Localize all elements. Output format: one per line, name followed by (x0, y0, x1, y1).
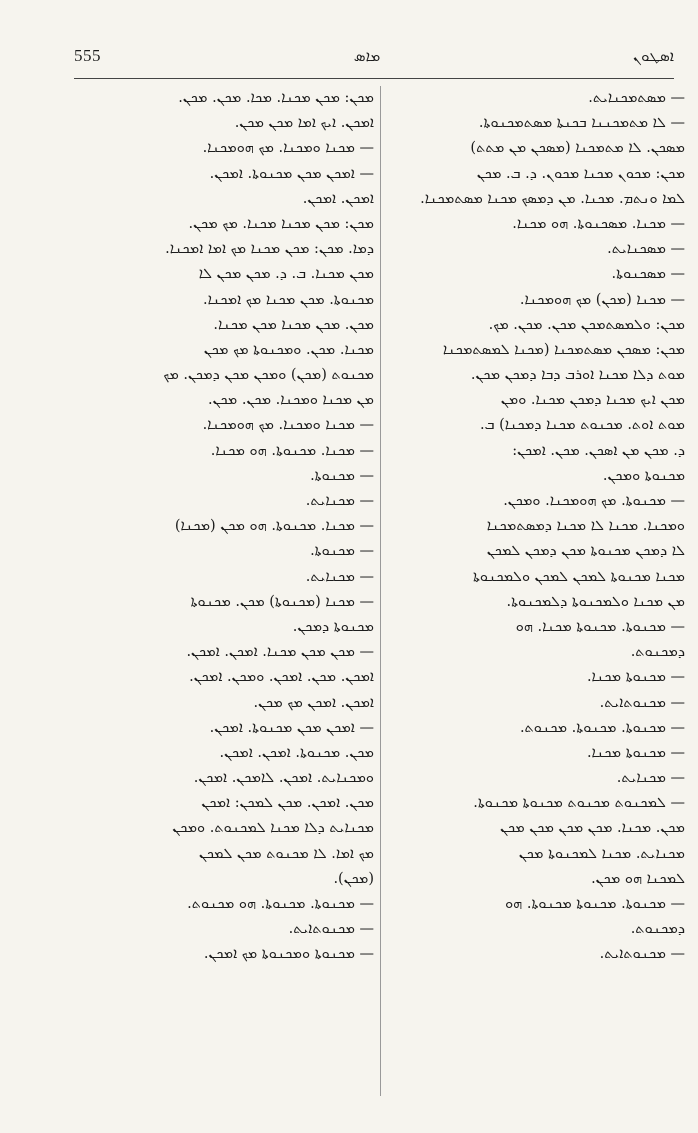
entry-line: ܡܘܬ ܕܠܐ ܡܟܢܐ ܐܘܪܒ ܕܒܐ ܕܡܟܢ ܡܟܢ. (470, 367, 685, 384)
entry-line: — ܡܟܢܐ. ܡܟܢܘܬܐ. ܗܘ ܡܟܢ (ܡܟܢܐ) (174, 518, 374, 535)
header-rule (74, 78, 674, 79)
entry-line: ܡܟܢ ܐܝܟ ܡܟܢܐ ܕܡܟܢ ܡܟܢܐ. ܘܡܢ (500, 392, 685, 409)
entry-line: ܡܟܢܐ. ܡܟܢ. ܘܡܟܢܘܬܐ ܡܟ ܡܟܢ (203, 341, 374, 358)
entry-line: — ܡܣܬܡܟܢܐܝܬ. (588, 90, 685, 106)
entry-line: — ܡܟܢܐ (ܡܟܢ) ܡܟ ܗܘܡܟܢܐ. (519, 291, 685, 308)
entry-line: ܡܢ ܡܟܢܐ ܘܠܡܟܢܘܬܐ ܕܠܡܟܢܘܬܐ. (506, 593, 685, 610)
entry-line: ܘܡܟܢܐ. ܡܟܢܐ ܠܐ ܡܟܢܐ ܕܡܣܬܡܟܢܐ (486, 518, 685, 535)
entry-line: ܕܡܟܢܘܬ. (630, 644, 685, 661)
entry-line: (ܡܟܢ). (333, 870, 374, 887)
entry-line: ܡܟܢ. ܐܡܟܢ. ܡܟܢ ܠܡܟܢ: ܐܡܟܢ (201, 795, 374, 812)
entry-line: — ܡܟܢܐ ܘܡܟܢܐ. ܡܟ ܗܘܡܟܢܐ. (202, 417, 374, 434)
entry-line: — ܡܟܢܘܬܐ. ܡܟܢܘܬܐ. ܡܟܢܘܬ. (519, 719, 685, 736)
entry-line: ܠܡܟܢܐ ܗܘ ܡܟܢ. (591, 870, 685, 887)
running-head-center: ܡܐܣ (353, 47, 381, 65)
entry-line: — ܡܟܢܘܬܐܝܬ. (288, 921, 374, 938)
entry-line: ܡܟܢ. ܡܟܢ ܡܟܢܐ ܡܟܢ ܡܟܢܐ. (213, 316, 374, 333)
entry-line: ܡܟܢ: ܡܟܢ ܡܟܢܐ. ܡܟܐ. ܡܟܢ. ܡܟܢ. (178, 90, 374, 106)
column-divider (380, 86, 381, 1096)
entry-line: ܡܟܢܘܬܐ ܕܡܟܢ. (292, 618, 374, 635)
entry-line: — ܠܡܟܢܘܬ ܡܟܢܘܬ ܡܟܢܘܬܐ ܡܟܢܘܬܐ. (473, 795, 685, 812)
entry-line: — ܡܟܢܘܬܐ ܘܡܟܢܘܬܐ ܡܟ ܐܡܟܢ. (203, 946, 374, 963)
entry-line: ܡܘܬ ܐܘܬ. ܡܟܢܘܬ ܡܟܢܐ ܕܡܟܢܐ) ܒ. (479, 417, 685, 434)
entry-line: ܡܟܢ. ܡܟܢܘܬܐ. ܐܡܟܢ. ܐܡܟܢ. (219, 744, 374, 761)
page-header (74, 44, 674, 68)
left-column (74, 86, 374, 968)
entry-line: — ܡܟܢܐܝܬ. (305, 568, 374, 585)
entry-line: — ܡܟܢܐܝܬ. (305, 493, 374, 509)
entry-line: — ܐܡܟܢ ܡܟܢ ܡܟܢܘܬܐ. ܐܡܟܢ. (209, 719, 374, 736)
entry-line: — ܡܟܢܘܬܐܝܬ. (599, 694, 685, 711)
entry-line: — ܡܣܟܢܘܬܐ. (611, 266, 685, 283)
running-head-left: ܐܣܛܘܢ (632, 47, 674, 65)
entry-line: — ܡܟܢܘܬܐ. ܡܟܢܘܬܐ ܡܟܢܐ. ܗܘ (515, 618, 685, 635)
entry-line: ܡܟܢ: ܡܟܘܢ ܡܟܢܐ ܡܟܘܢ. ܕ. ܒ. ܡܟܢ (476, 165, 685, 182)
entry-line: ܐܡܟܢ. ܐܡܟܢ. (302, 190, 374, 207)
entry-line: ܐܡܟܢ. ܐܝܟ ܐܡܐ ܡܟܢ ܡܟܢ. (234, 115, 374, 132)
entry-line: — ܡܟܢܐ ܘܡܟܢܐ. ܡܟ ܗܘܡܟܢܐ. (202, 140, 374, 157)
entry-line: ܡܟܢ: ܡܟܢ ܡܟܢܐ ܡܟܢܐ. ܡܟ ܡܟܢ. (188, 215, 374, 232)
entry-line: ܕ. ܡܟܢ ܡܢ ܐܣܟܢ. ܡܟܢ. ܐܡܟܢ: (512, 442, 685, 459)
entry-line: ܡܟܢ: ܘܠܡܣܬܡܟܢ ܡܟܢ. ܡܟܢ. ܡܟ. (488, 316, 685, 333)
entry-line: ܐܡܟܢ. ܡܟܢ. ܐܡܟܢ. ܘܡܟܢ. ܐܡܟܢ. (189, 669, 374, 686)
entry-line: — ܡܟܢܐܝܬ. (616, 770, 685, 787)
entry-line: ܡܢ ܡܟܢܐ ܘܡܟܢܐ. ܡܟܢ. ܡܟܢ. (208, 392, 374, 409)
entry-line: — ܡܟܢܘܬܐ. ܡܟܢܘܬܐ. ܗܘ ܡܟܢܘܬ. (187, 896, 374, 912)
entry-line: ܡܟܢ ܡܟܢܐ. ܒ. ܕ. ܡܟܢ ܡܟܢ ܠܐ (198, 266, 374, 283)
entry-line: — ܡܣܟܢܐܝܬ. (607, 241, 685, 258)
entry-line: — ܡܟܢ ܡܟܢ ܡܟܢܐ. ܐܡܟܢ. ܐܡܟܢ. (186, 644, 374, 661)
entry-line: ܘܡܟܢܐܝܬ. ܐܡܟܢ. ܠܐܡܟܢ. ܐܡܟܢ. (193, 770, 374, 787)
entry-line: — ܡܟܢܘܬܐ. ܡܟܢܘܬܐ ܡܟܢܘܬܐ. ܗܘ (505, 896, 685, 912)
entry-line: — ܡܟܢܘܬܐ. ܡܟ ܗܘܡܟܢܐ. ܘܡܟܢ. (503, 493, 685, 509)
entry-line: ܡܟܢܐ ܡܟܢܘܬܐ ܠܡܟܢ ܠܡܟܢ ܘܠܡܟܢܘܬܐ (472, 568, 685, 585)
entry-line: ܡܟܢܐܝܬ. ܡܟܢܐ ܠܡܟܢܘܬܐ ܡܟܢ (518, 845, 685, 862)
entry-line: ܠܡܐ ܘܢܬܡ. ܡܟܢܐ. ܡܢ ܕܡܣܟ ܡܟܢܐ ܡܣܬܡܟܢܐ. (420, 190, 685, 207)
entry-line: ܡܟܢ: ܡܣܟܢ ܡܣܬܡܟܢܐ (ܡܟܢܐ ܠܡܣܬܡܟܢܐ (442, 341, 685, 358)
page-number: 555 (74, 46, 101, 65)
entry-line: — ܡܟܢܘܬܐ ܡܟܢܐ. (586, 744, 685, 761)
entry-line: ܕܡܟܢܘܬ. (630, 921, 685, 938)
entry-line: — ܡܟܢܐ. ܡܟܢܘܬܐ. ܗܘ ܡܟܢܐ. (210, 442, 374, 459)
entry-line: ܡܟ ܐܡܐ. ܠܐ ܡܟܢܘܬ ܡܟܢ ܠܡܟܢ (198, 845, 374, 862)
entry-line: — ܡܟܢܘܬܐ. (310, 467, 374, 484)
entry-line: ܐܡܟܢ. ܐܡܟܢ ܡܟ ܡܟܢ. (253, 694, 374, 711)
entry-line: ܡܟܢ. ܡܟܢܐ. ܡܟܢ ܡܟܢ ܡܟܢ ܡܟܢ (500, 820, 685, 837)
entry-line: ܡܣܟܢ. ܠܐ ܡܬܡܟܢܐ (ܡܣܟܢ ܡܢ ܡܬܬ) (470, 140, 685, 157)
entry-line: ܡܟܢܐܝܬ ܕܠܐ ܡܟܢܐ ܠܡܟܢܘܬ. ܘܡܟܢ (172, 820, 374, 837)
right-column (385, 86, 685, 968)
entry-line: — ܡܟܢܐ. ܡܣܟܢܘܬܐ. ܗܘ ܡܟܢܐ. (512, 215, 685, 232)
entry-line: ܠܐ ܕܡܟܢ ܡܟܢܘܬܐ ܡܟܢ ܕܡܟܢ ܠܡܟܢ (486, 543, 685, 560)
entry-line: ܡܟܢܘܬܐ. ܡܟܢ ܡܟܢܐ ܡܟ ܐܡܟܢܐ. (202, 291, 374, 308)
entry-line: — ܠܐ ܡܬܡܟܢܢܐ ܒܟܢܬܐ ܡܣܬܡܟܢܘܬܐ. (478, 115, 685, 132)
entry-line: ܡܟܢܘܬ (ܡܟܢ) ܘܡܟܢ ܡܟܢ ܕܡܟܢ. ܡܟ (163, 367, 374, 384)
entry-line: — ܡܟܢܐ (ܡܟܢܘܬܐ) ܡܟܢ. ܡܟܢܘܬܐ (190, 593, 374, 610)
entry-line: — ܐܡܟܢ ܡܟܢ ܡܟܢܘܬܐ. ܐܡܟܢ. (209, 165, 374, 182)
entry-line: — ܡܟܢܘܬܐܝܬ. (599, 946, 685, 963)
entry-line: ܕܡܐ. ܡܟܢ: ܡܟܢ ܡܟܢܐ ܡܟ ܐܡܐ ܐܡܟܢܐ. (165, 241, 374, 258)
entry-line: ܡܟܢܘܬܐ ܘܡܟܢ. (602, 467, 685, 484)
entry-line: — ܡܟܢܘܬܐ. (310, 543, 374, 560)
entry-line: — ܡܟܢܘܬܐ ܡܟܢܐ. (586, 669, 685, 686)
